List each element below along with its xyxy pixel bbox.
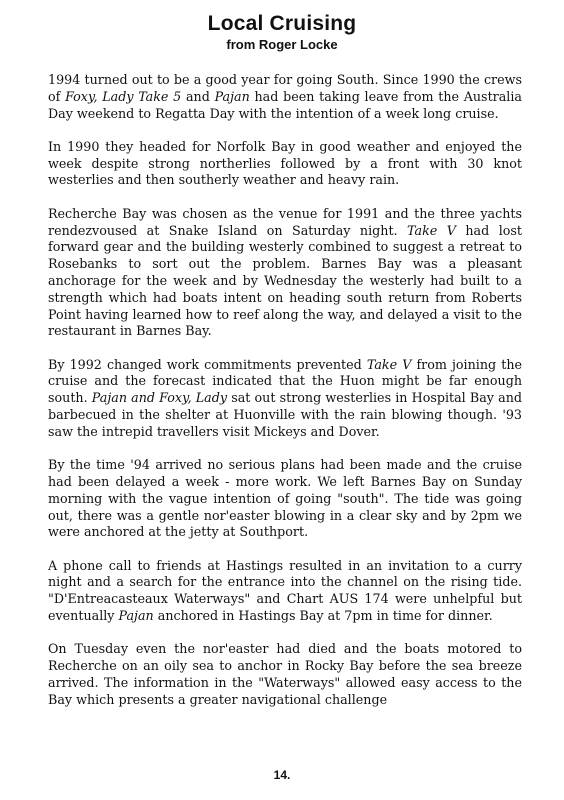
vessel-name: Pajan bbox=[118, 608, 154, 624]
text-run: had been taking leave from the Australia Day weekend to Regatta Day with the intention of a week long cruise. bbox=[48, 88, 522, 121]
paragraph bbox=[48, 72, 522, 122]
paragraph bbox=[48, 206, 522, 340]
vessel-name: Pajan and Foxy, Lady bbox=[91, 390, 228, 406]
vessel-name: Take V bbox=[407, 222, 456, 238]
paragraph bbox=[48, 641, 522, 708]
text-run: and bbox=[181, 88, 215, 104]
text-run: had lost forward gear and the building westerly combined to suggest a retreat to Rosebanks to sort out the problem. Barnes Bay was a pleasant anchorage for the week and by Wednesday the westerly had built to a strength which had boats intent on heading south return from Roberts Point having learned how to reef along the way, and delayed a visit to the restaurant in Barnes Bay. bbox=[48, 222, 523, 339]
paragraph bbox=[48, 139, 522, 189]
article-body bbox=[48, 72, 522, 709]
text-run: sat out strong westerlies in Hospital Bay and barbecued in the shelter at Huonville with the rain blowing though. '93 saw the intrepid travellers visit Mickeys and Dover. bbox=[48, 390, 522, 439]
paragraph bbox=[48, 357, 522, 441]
text-run: A phone call to friends at Hastings resulted in an invitation to a curry night and a search for the entrance into the channel on the rising tide. "D'Entreacasteaux Waterways" and Chart AUS 174 were unhelpful but eventually bbox=[48, 557, 522, 624]
text-run: By the time '94 arrived no serious plans had been made and the cruise had been delayed a week - more work. We left Barnes Bay on Sunday morning with the vague intention of going "south". The tide was going out, there was a gentle nor'easter blowing in a clear sky and by 2pm we were anchored at the jetty at Southport. bbox=[48, 457, 522, 540]
vessel-name: Pajan bbox=[214, 88, 250, 104]
text-run: 1994 turned out to be a good year for going South. Since 1990 the crews of bbox=[48, 72, 522, 104]
text-run: On Tuesday even the nor'easter had died and the boats motored to Recherche on an oily sea to anchor in Rocky Bay before the sea breeze arrived. The information in the "Waterways" allowed easy access to the Bay which presents a greater navigational challenge bbox=[48, 641, 522, 707]
author-byline: from Roger Locke bbox=[226, 37, 338, 52]
text-run: In 1990 they headed for Norfolk Bay in good weather and enjoyed the week despite strong northerlies followed by a front with 30 knot westerlies and then southerly weather and heavy rain. bbox=[48, 138, 522, 188]
text-run: anchored in Hastings Bay at 7pm in time for dinner. bbox=[153, 608, 493, 624]
vessel-name: Foxy, Lady Take 5 bbox=[65, 88, 182, 104]
vessel-name: Take V bbox=[366, 356, 412, 372]
page-title: Local Cruising bbox=[207, 12, 357, 35]
page-number: 14. bbox=[273, 768, 291, 782]
text-run: from joining the cruise and the forecast indicated that the Huon might be far enough south. bbox=[48, 356, 522, 406]
text-run: Recherche Bay was chosen as the venue for 1991 and the three yachts rendezvoused at Snake Island on Saturday night. bbox=[48, 205, 522, 238]
text-run: By 1992 changed work commitments prevented bbox=[48, 356, 367, 372]
paragraph bbox=[48, 457, 522, 541]
paragraph bbox=[48, 558, 522, 625]
